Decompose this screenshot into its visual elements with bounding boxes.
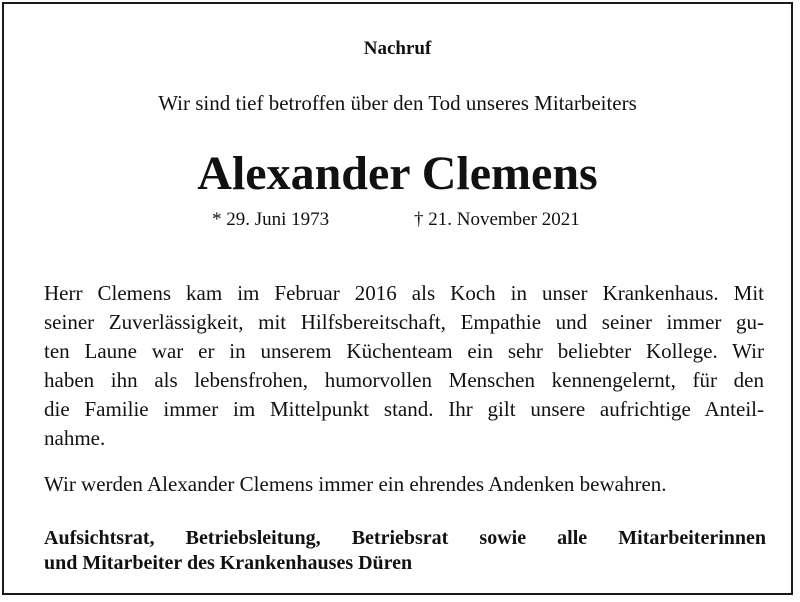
signature-block [44,526,766,576]
closing-sentence: Wir werden Alexander Clemens immer ein ehrendes Andenken bewahren. [44,472,667,496]
death-date: † 21. November 2021 [414,209,580,230]
intro-text: Wir sind tief betroffen über den Tod unseres Mitarbeiters [158,91,637,115]
body-paragraph [44,279,764,453]
body-line: nahme. [44,426,106,450]
signature-line: Aufsichtsrat, Betriebsleitung, Betriebsrat sowie alle Mitarbeiterinnen [44,527,766,549]
signature-line: und Mitarbeiter des Krankenhauses Düren [44,552,413,574]
body-line: Herr Clemens kam im Februar 2016 als Koch in unser Krankenhaus. Mit [44,281,764,305]
notice-heading: Nachruf [363,38,432,59]
birth-date: * 29. Juni 1973 [212,209,330,230]
body-line: die Familie immer im Mittelpunkt stand. Ihr gilt unsere aufrichtige Anteil- [44,397,764,421]
body-line: seiner Zuverlässigkeit, mit Hilfsbereitschaft, Empathie und seiner immer gu- [44,310,764,334]
body-line: haben ihn als lebensfrohen, humorvollen Menschen kennengelernt, für den [44,368,764,392]
obituary-notice [2,2,793,595]
deceased-name: Alexander Clemens [197,147,598,200]
body-line: ten Laune war er in unserem Küchenteam ein sehr beliebter Kollege. Wir [44,339,764,363]
